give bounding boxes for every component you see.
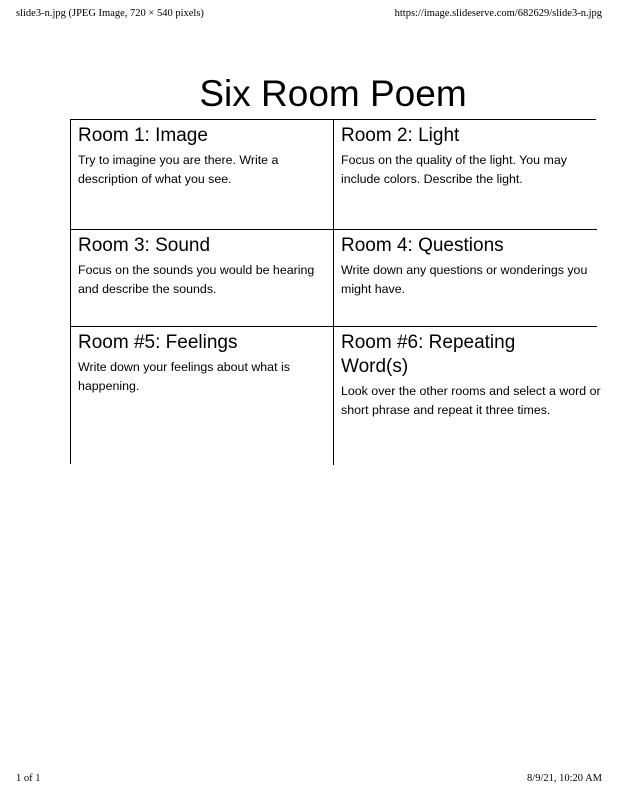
room-2-cell <box>334 120 597 230</box>
room-2-title: Room 2: Light <box>341 125 460 146</box>
room-3-cell <box>71 230 334 327</box>
room-2-description: Focus on the quality of the light. You may include colors. Describe the light. <box>341 153 567 186</box>
room-grid <box>70 119 601 464</box>
room-6-cell <box>334 327 601 465</box>
room-6-description: Look over the other rooms and select a word or short phrase and repeat it three times. <box>341 384 601 417</box>
room-5-cell <box>71 327 334 465</box>
room-3-title: Room 3: Sound <box>78 235 211 256</box>
print-header-url: https://image.slideserve.com/682629/slide3-n.jpg <box>394 8 602 19</box>
room-1-cell <box>71 120 334 230</box>
room-6-title: Room #6: Repeating Word(s) <box>341 332 516 377</box>
slide-title: Six Room Poem <box>199 73 467 114</box>
print-header-title: slide3-n.jpg (JPEG Image, 720 × 540 pixels) <box>16 8 204 19</box>
room-1-title: Room 1: Image <box>78 125 208 146</box>
room-4-description: Write down any questions or wonderings you might have. <box>341 263 588 296</box>
room-5-title: Room #5: Feelings <box>78 332 238 353</box>
print-footer-timestamp: 8/9/21, 10:20 AM <box>527 773 602 784</box>
print-footer-page-count: 1 of 1 <box>16 773 41 784</box>
room-3-description: Focus on the sounds you would be hearing and describe the sounds. <box>78 263 315 296</box>
slide-image <box>70 60 601 460</box>
room-4-title: Room 4: Questions <box>341 235 504 256</box>
room-1-description: Try to imagine you are there. Write a description of what you see. <box>78 153 279 186</box>
room-5-description: Write down your feelings about what is happening. <box>78 360 290 393</box>
room-4-cell <box>334 230 597 327</box>
